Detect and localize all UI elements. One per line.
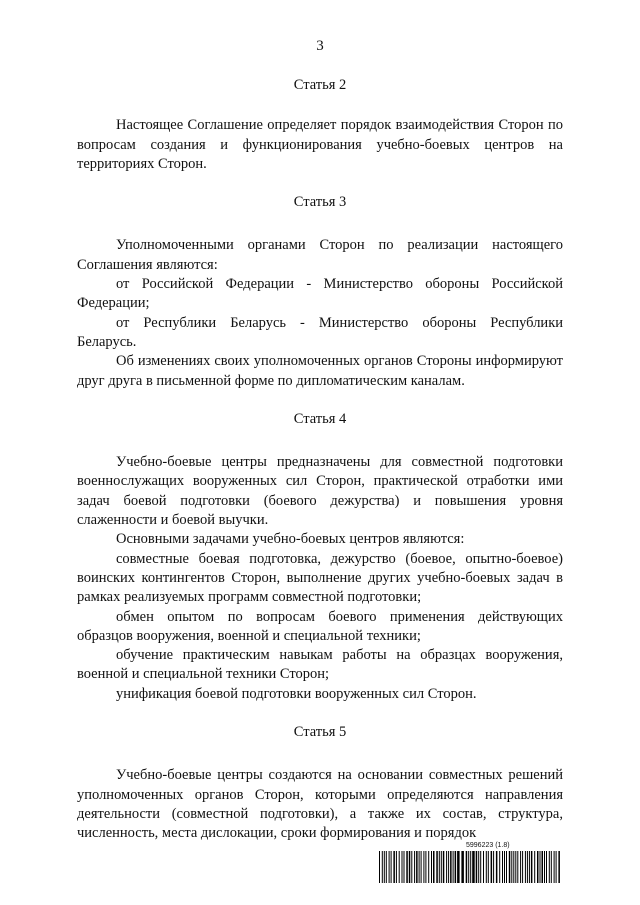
barcode-bar <box>414 851 415 883</box>
barcode-icon <box>379 851 561 883</box>
barcode-bar <box>537 851 539 883</box>
article-paragraph: Учебно-боевые центры создаются на основании совместных решений уполномоченных органов Сторон, которыми определяются направления деятельности (совместной подготовки), а также их состав, структура, численность, места дислокации, сроки формирования и порядок <box>77 767 563 842</box>
barcode-bar <box>404 851 405 883</box>
barcode-bar <box>461 851 464 883</box>
barcode-bar <box>522 851 523 883</box>
barcode-bar <box>386 851 387 883</box>
barcode-bar <box>534 851 535 883</box>
barcode-bar <box>446 851 447 883</box>
barcode-bar <box>544 851 545 883</box>
barcode-bar <box>384 851 385 883</box>
barcode-bar <box>478 851 479 883</box>
barcode-bar <box>529 851 530 883</box>
barcode-bar <box>431 851 432 883</box>
barcode-bar <box>453 851 454 883</box>
article-paragraph: обмен опытом по вопросам боевого применения действующих образцов вооружения, военной и специальной техники; <box>77 608 563 644</box>
article-paragraph: совместные боевая подготовка, дежурство (боевое, опытно-боевое) воинских контингентов Сторон, выполнение других учебно-боевых задач в рамках реализуемых программ совместной подготовки; <box>77 550 563 606</box>
barcode-bar <box>406 851 408 883</box>
barcode-bar <box>411 851 412 883</box>
barcode-bar <box>493 851 494 883</box>
barcode-bar <box>466 851 468 883</box>
barcode-bar <box>468 851 469 883</box>
barcode-bar <box>470 851 471 883</box>
barcode-bar <box>391 851 392 883</box>
barcode-bar <box>525 851 526 883</box>
barcode-bar <box>393 851 395 883</box>
article-paragraph: унификация боевой подготовки вооруженных сил Сторон. <box>116 685 477 702</box>
barcode-bar <box>450 851 452 883</box>
barcode-bar <box>421 851 422 883</box>
page-number: 3 <box>316 38 324 54</box>
barcode-bar <box>515 851 516 883</box>
barcode-bar <box>396 851 397 883</box>
barcode-bar <box>457 851 460 883</box>
barcode-bar <box>419 851 420 883</box>
article-paragraph: от Республики Беларусь - Министерство обороны Республики Беларусь. <box>77 314 563 350</box>
barcode-bar <box>520 851 521 883</box>
article-paragraph: от Российской Федерации - Министерство обороны Российской Федерации; <box>77 276 563 312</box>
barcode-bar <box>433 851 435 883</box>
barcode-bar <box>399 851 400 883</box>
barcode-bar <box>382 851 383 883</box>
barcode-bar <box>488 851 489 883</box>
barcode-bar <box>428 851 429 883</box>
barcode-bar <box>486 851 487 883</box>
barcode-bar <box>513 851 514 883</box>
barcode-bar <box>554 851 555 883</box>
article-paragraph: Уполномоченными органами Сторон по реализации настоящего Соглашения являются: <box>77 237 563 273</box>
barcode-bar <box>542 851 544 883</box>
barcode-bar <box>511 851 512 883</box>
barcode-bar <box>416 851 418 883</box>
barcode-bar <box>527 851 528 883</box>
barcode-bar <box>549 851 550 883</box>
barcode-bar <box>483 851 484 883</box>
barcode-bar <box>476 851 478 883</box>
document-body <box>77 76 563 844</box>
barcode-bar <box>423 851 424 883</box>
barcode-bar <box>546 851 547 883</box>
barcode-bar <box>558 851 560 883</box>
article-heading: Статья 4 <box>293 410 347 427</box>
article-paragraph: Настоящее Соглашение определяет порядок взаимодействия Сторон по вопросам создания и функционирования учебно-боевых центров на территориях Сторон. <box>77 117 563 172</box>
barcode-bar <box>472 851 475 883</box>
barcode-bar <box>425 851 426 883</box>
barcode-bar <box>409 851 411 883</box>
article-heading: Статья 5 <box>293 724 347 741</box>
barcode-caption: 5996223 (1.8) <box>466 842 510 849</box>
barcode-bar <box>517 851 518 883</box>
article-heading: Статья 2 <box>293 77 347 93</box>
barcode-bar <box>499 851 500 883</box>
barcode-bar <box>389 851 390 883</box>
barcode-bar <box>448 851 449 883</box>
barcode-bar <box>436 851 438 883</box>
barcode-bar <box>441 851 442 883</box>
article-paragraph: Основными задачами учебно-боевых центров являются: <box>116 531 465 548</box>
barcode-bar <box>379 851 380 883</box>
article-heading: Статья 3 <box>293 194 347 211</box>
barcode-bar <box>502 851 503 883</box>
barcode-bar <box>480 851 481 883</box>
barcode-bar <box>504 851 505 883</box>
barcode-bar <box>443 851 445 883</box>
barcode-bar <box>491 851 493 883</box>
article-paragraph: обучение практическим навыкам работы на образцах вооружения, военной и специальной техники Сторон; <box>77 647 563 683</box>
barcode-bar <box>402 851 403 883</box>
barcode-bar <box>455 851 457 883</box>
article-paragraph: Об изменениях своих уполномоченных органов Стороны информируют друг друга в письменной форме по дипломатическим каналам. <box>77 353 563 389</box>
barcode-bar <box>509 851 511 883</box>
barcode-bar <box>551 851 552 883</box>
barcode-bar <box>531 851 533 883</box>
barcode-bar <box>556 851 557 883</box>
barcode-bar <box>540 851 541 883</box>
article-paragraph: Учебно-боевые центры предназначены для совместной подготовки военнослужащих вооруженных сил Сторон, практической отработки ими задач боевой подготовки (боевого дежурства) и повышения уровня слаженности и боевой выучки. <box>77 454 563 529</box>
barcode-bar <box>496 851 498 883</box>
barcode-bar <box>439 851 440 883</box>
barcode-bar <box>506 851 507 883</box>
